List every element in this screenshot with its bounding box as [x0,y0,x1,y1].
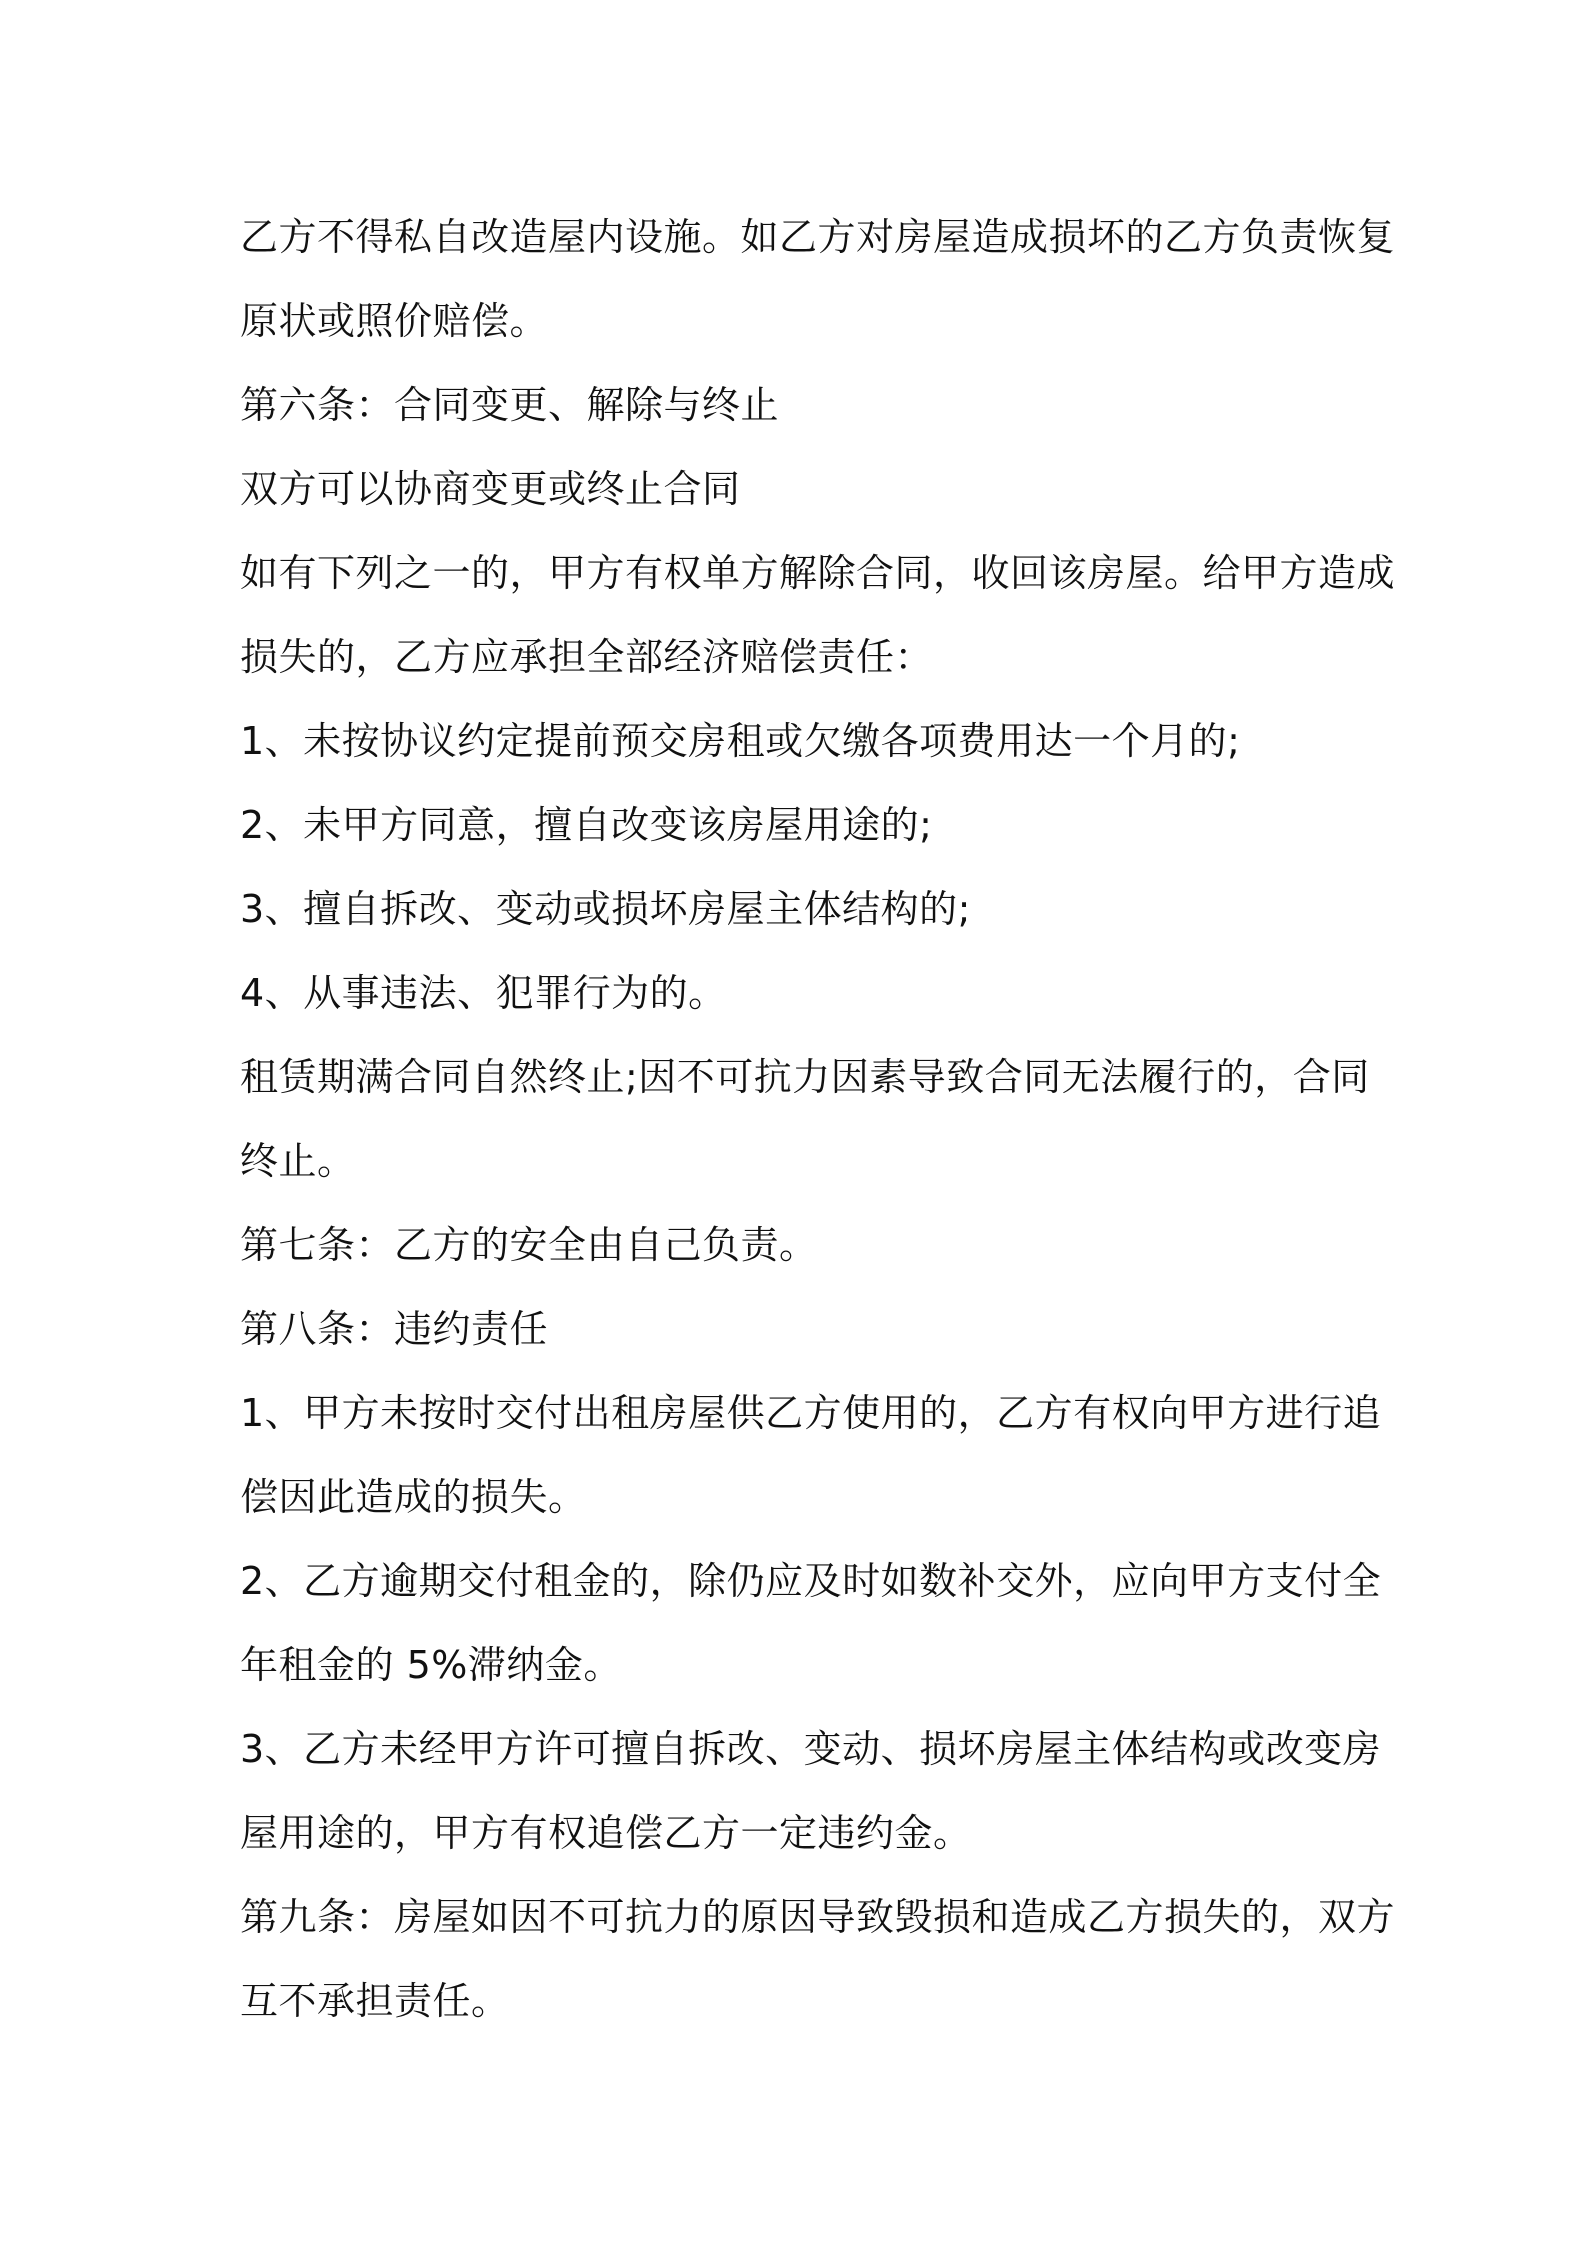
text-line: 终止。 [240,1139,356,1183]
text-line: 乙方不得私自改造屋内设施。如乙方对房屋造成损坏的乙方负责恢复 [240,215,1396,259]
text-line: 屋用途的，甲方有权追偿乙方一定违约金。 [240,1811,972,1855]
list-item: 3、乙方未经甲方许可擅自拆改、变动、损坏房屋主体结构或改变房 [240,1727,1382,1771]
clause-heading: 第八条：违约责任 [240,1307,549,1351]
text-line: 年租金的 5%滞纳金。 [240,1643,622,1687]
clause-heading: 第九条：房屋如因不可抗力的原因导致毁损和造成乙方损失的，双方 [240,1895,1396,1939]
text-line: 双方可以协商变更或终止合同 [240,467,741,511]
list-item: 2、未甲方同意，擅自改变该房屋用途的; [240,803,933,847]
text-line: 租赁期满合同自然终止;因不可抗力因素导致合同无法履行的，合同 [240,1055,1370,1099]
text-line: 如有下列之一的，甲方有权单方解除合同，收回该房屋。给甲方造成 [240,551,1396,595]
text-line: 原状或照价赔偿。 [240,299,549,343]
list-item: 4、从事违法、犯罪行为的。 [240,971,727,1015]
clause-heading: 第七条：乙方的安全由自己负责。 [240,1223,818,1267]
text-line: 互不承担责任。 [240,1979,510,2023]
document-body [240,195,1396,2043]
list-item: 2、乙方逾期交付租金的，除仍应及时如数补交外，应向甲方支付全 [240,1559,1382,1603]
text-line: 偿因此造成的损失。 [240,1475,587,1519]
list-item: 1、甲方未按时交付出租房屋供乙方使用的，乙方有权向甲方进行追 [240,1391,1382,1435]
text-line: 损失的，乙方应承担全部经济赔偿责任： [240,635,934,679]
list-item: 3、擅自拆改、变动或损坏房屋主体结构的; [240,887,971,931]
list-item: 1、未按协议约定提前预交房租或欠缴各项费用达一个月的; [240,719,1241,763]
clause-heading: 第六条：合同变更、解除与终止 [240,383,780,427]
